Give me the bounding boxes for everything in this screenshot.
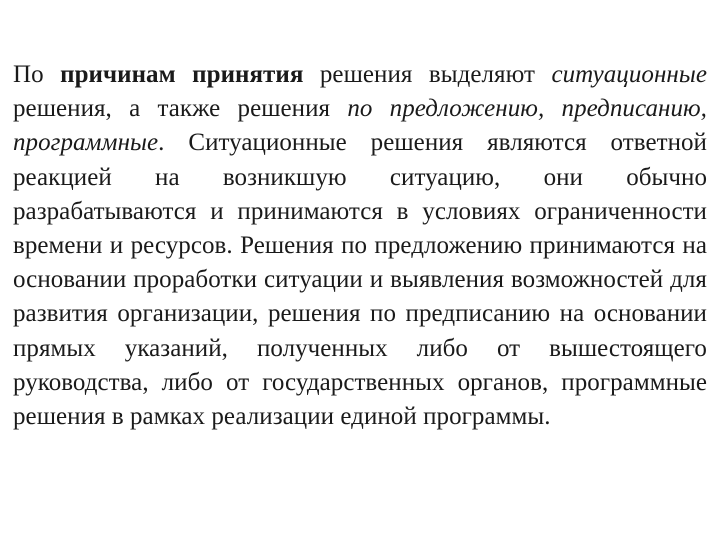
- italic-term-situational: ситуационные: [551, 61, 707, 88]
- text-rest: решения выделяют: [303, 61, 552, 88]
- text-gap: [176, 61, 192, 88]
- italic-term-types: по предложению, предписанию, программные: [13, 95, 707, 157]
- bold-term-adoption: принятия: [192, 61, 304, 88]
- text-mid: решения, а также решения: [13, 95, 348, 123]
- bold-term-reasons: причинам: [60, 61, 176, 88]
- text-end: . Ситуационные решения являются ответной реакцией на возникшую ситуацию, они обычно разрабатываются и принимаются в условиях ограниченности времени и ресурсов. Решения по предложению принимаются на основании проработки ситуации и выявления возможностей для развития организации, решения по предписанию на основании прямых указаний, полученных либо от вышестоящего руководства, либо от государственных органов, программные решения в рамках реализации единой программы.: [13, 129, 707, 431]
- text-intro: По: [13, 61, 61, 88]
- body-paragraph: [13, 58, 707, 434]
